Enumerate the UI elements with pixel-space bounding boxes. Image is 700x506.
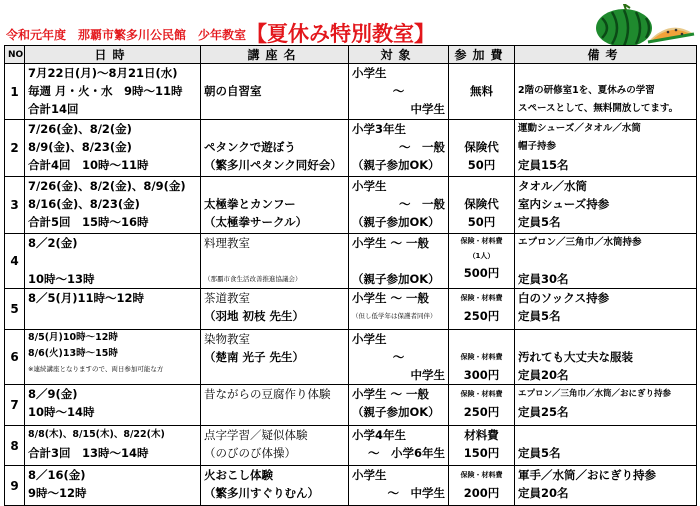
target-line: ～ 一般 — [399, 197, 445, 211]
target-cell — [349, 385, 449, 426]
date-cell — [25, 330, 201, 385]
date-line: 9時～12時 — [28, 486, 87, 500]
fee-cell — [449, 64, 515, 120]
row-no: 8 — [5, 426, 25, 466]
date-line: 7/26(金)、8/2(金)、8/9(金) — [28, 179, 186, 193]
target-line: 小学生 ～ 一般 — [352, 291, 430, 305]
course-line — [204, 120, 345, 138]
table-row — [5, 120, 697, 177]
fee-line: 保険・材料費 — [460, 294, 503, 302]
fee-cell — [449, 466, 515, 506]
target-line: （親子参加OK） — [352, 158, 440, 172]
course-line: 火おこし体験 — [204, 468, 273, 482]
fee-cell — [449, 120, 515, 177]
target-cell — [349, 330, 449, 385]
col-header-fee: 参加費 — [449, 46, 515, 64]
notes-cell — [515, 330, 697, 385]
fee-cell — [449, 385, 515, 426]
fee-line: 材料費 — [464, 428, 499, 442]
row-no: 1 — [5, 64, 25, 120]
date-line: 8/8(木)、8/15(木)、8/22(木) — [28, 429, 165, 440]
target-line: 中学生 — [410, 368, 445, 382]
course-cell — [201, 385, 349, 426]
target-cell — [349, 426, 449, 466]
fee-line: 保険代 — [464, 197, 499, 211]
date-line: 合計14回 — [28, 102, 79, 116]
date-cell — [25, 466, 201, 506]
notes-cell — [515, 426, 697, 466]
target-line: ～ — [392, 350, 405, 364]
row-no: 6 — [5, 330, 25, 385]
date-line: 8／16(金) — [28, 468, 86, 482]
target-cell — [349, 234, 449, 289]
fee-line: 保険・材料費 — [460, 237, 503, 245]
fee-line: 保険・材料費 — [460, 471, 503, 479]
notes-line: エプロン／三角巾／水筒持参 — [518, 237, 642, 248]
notes-line: 汚れても大丈夫な服装 — [518, 350, 633, 364]
notes-line: 2階の研修室1を、夏休みの学習 — [518, 85, 655, 96]
date-line: 8/5(月)10時～12時 — [28, 332, 118, 343]
table-row — [5, 330, 697, 385]
target-cell — [349, 177, 449, 234]
notes-line: 軍手／水筒／おにぎり持参 — [518, 468, 656, 482]
notes-line — [518, 64, 693, 82]
target-line: （親子参加OK） — [352, 405, 440, 419]
notes-cell — [515, 234, 697, 289]
fee-line: 無料 — [470, 84, 493, 98]
row-no: 2 — [5, 120, 25, 177]
notes-cell — [515, 385, 697, 426]
title-main-text: 【夏休み特別教室】 — [246, 22, 436, 46]
date-line: 10時～14時 — [28, 405, 95, 419]
target-line: （但し低学年は保護者同伴） — [352, 312, 437, 320]
course-line: 料理教室 — [204, 236, 250, 250]
table-row — [5, 177, 697, 234]
course-line: 茶道教室 — [204, 291, 250, 305]
course-line: （繁多川ペタンク同好会） — [204, 158, 342, 172]
target-line: 小学生 ～ 一般 — [352, 236, 430, 250]
target-cell — [349, 64, 449, 120]
date-line: 7月22日(月)～8月21日(水) — [28, 66, 178, 80]
notes-line: 定員5名 — [518, 309, 561, 323]
target-line: 小学生 — [352, 468, 387, 482]
notes-line — [518, 426, 693, 444]
notes-line: 帽子持参 — [518, 141, 557, 152]
target-line: ～ 小学6年生 — [367, 446, 445, 460]
notes-cell — [515, 177, 697, 234]
title-prefix: 令和元年度 那覇市繁多川公民館 少年教室 — [6, 28, 247, 42]
fee-line: 保険・材料費 — [460, 390, 503, 398]
target-line: （親子参加OK） — [352, 215, 440, 229]
table-row — [5, 64, 697, 120]
course-line: 染物教室 — [204, 332, 250, 346]
notes-line: 白のソックス持参 — [518, 291, 610, 305]
fee-cell — [449, 289, 515, 330]
notes-line: 定員25名 — [518, 405, 569, 419]
fee-line — [452, 177, 511, 195]
course-line — [204, 64, 345, 82]
notes-cell — [515, 466, 697, 506]
course-line: 昔ながらの豆腐作り体験 — [204, 387, 331, 401]
target-line: 中学生 — [410, 102, 445, 116]
col-header-course: 講座名 — [201, 46, 349, 64]
fee-cell — [449, 330, 515, 385]
course-line — [204, 177, 345, 195]
notes-cell — [515, 120, 697, 177]
notes-line — [518, 252, 693, 270]
col-header-target: 対象 — [349, 46, 449, 64]
fee-line: 150円 — [463, 446, 500, 460]
course-cell — [201, 120, 349, 177]
fee-line — [452, 330, 511, 348]
fee-line: 200円 — [463, 486, 500, 500]
course-cell — [201, 177, 349, 234]
date-line: 合計4回 10時～11時 — [28, 158, 149, 172]
table-row — [5, 426, 697, 466]
date-cell — [25, 234, 201, 289]
date-line: 8/9(金)、8/23(金) — [28, 140, 132, 154]
date-line: 10時～13時 — [28, 272, 95, 286]
fee-line: 500円 — [463, 266, 500, 280]
target-cell — [349, 466, 449, 506]
target-line: 小学3年生 — [352, 122, 407, 136]
col-header-notes: 備考 — [515, 46, 697, 64]
course-cell — [201, 330, 349, 385]
table-row — [5, 385, 697, 426]
course-cell — [201, 289, 349, 330]
date-cell — [25, 120, 201, 177]
notes-line: 定員20名 — [518, 486, 569, 500]
notes-line: スペースとして、無料開放してます。 — [518, 103, 679, 114]
page-title — [6, 16, 435, 46]
course-line: （羽地 初枝 先生） — [204, 309, 305, 323]
fee-cell — [449, 426, 515, 466]
notes-line: 定員20名 — [518, 368, 569, 382]
fee-line: 250円 — [463, 309, 500, 323]
row-no: 5 — [5, 289, 25, 330]
table-header-row — [5, 46, 697, 64]
target-line — [352, 252, 445, 270]
notes-line — [518, 330, 693, 348]
row-no: 3 — [5, 177, 25, 234]
fee-line: 50円 — [467, 158, 496, 172]
table-row — [5, 466, 697, 506]
date-line: 8／9(金) — [28, 387, 78, 401]
table-row — [5, 234, 697, 289]
fee-line: 250円 — [463, 405, 500, 419]
fee-line — [452, 120, 511, 138]
target-line: 小学生 ～ 一般 — [352, 387, 430, 401]
date-line: 7/26(金)、8/2(金) — [28, 122, 132, 136]
notes-line: 定員5名 — [518, 446, 561, 460]
col-header-date: 日時 — [25, 46, 201, 64]
notes-line: 室内シューズ持参 — [518, 197, 610, 211]
date-cell — [25, 64, 201, 120]
target-line: （親子参加OK） — [352, 272, 440, 286]
fee-line: 300円 — [463, 368, 500, 382]
date-cell — [25, 177, 201, 234]
date-line: 合計3回 13時～14時 — [28, 446, 149, 460]
fee-line: 保険・材料費 — [460, 353, 503, 361]
course-line: ペタンクで遊ぼう — [204, 140, 296, 154]
target-line: 小学生 — [352, 66, 387, 80]
target-line: ～ 一般 — [399, 140, 445, 154]
notes-line: 運動シューズ／タオル／水筒 — [518, 123, 641, 134]
col-header-no: NO — [5, 46, 25, 64]
notes-cell — [515, 64, 697, 120]
course-cell — [201, 466, 349, 506]
fee-cell — [449, 177, 515, 234]
title-bar — [0, 0, 700, 44]
course-line: （のびのび体操） — [204, 446, 296, 460]
course-line: （繁多川すぐりむん） — [204, 486, 319, 500]
course-line: （太極拳サークル） — [204, 215, 308, 229]
date-line: ※連続講座となりますので、両日参加可能な方 — [28, 365, 164, 373]
target-line: ～ 中学生 — [387, 486, 445, 500]
date-cell — [25, 385, 201, 426]
date-line — [28, 252, 197, 270]
fee-line: （1人） — [468, 252, 495, 260]
course-cell — [201, 64, 349, 120]
course-line: 点字学習／疑似体験 — [204, 428, 308, 442]
notes-line: 定員30名 — [518, 272, 569, 286]
notes-line: 定員15名 — [518, 158, 569, 172]
date-cell — [25, 426, 201, 466]
fee-line: 50円 — [467, 215, 496, 229]
notes-cell — [515, 289, 697, 330]
target-line: 小学生 — [352, 179, 387, 193]
date-line: 8/6(火)13時～15時 — [28, 348, 118, 359]
target-line: 小学生 — [352, 332, 387, 346]
schedule-table — [4, 45, 697, 506]
date-line: 合計5回 15時～16時 — [28, 215, 149, 229]
notes-line: エプロン／三角巾／水筒／おにぎり持参 — [518, 389, 672, 399]
date-line: 8／5(月)11時～12時 — [28, 291, 145, 305]
fee-cell — [449, 234, 515, 289]
target-line: 小学4年生 — [352, 428, 407, 442]
table-row — [5, 289, 697, 330]
course-line: （那覇市食生活改善推進協議会） — [204, 275, 302, 283]
course-cell — [201, 426, 349, 466]
target-cell — [349, 120, 449, 177]
course-line: 太極拳とカンフー — [204, 197, 296, 211]
course-line: （楚南 光子 先生） — [204, 350, 305, 364]
fee-line — [452, 64, 511, 82]
course-line — [204, 252, 345, 270]
row-no: 7 — [5, 385, 25, 426]
watermelon-icon — [588, 4, 696, 50]
course-line: 朝の自習室 — [204, 84, 262, 98]
fee-line: 保険代 — [464, 140, 499, 154]
date-line: 8/16(金)、8/23(金) — [28, 197, 140, 211]
notes-line: タオル／水筒 — [518, 179, 587, 193]
date-line: 毎週 月・火・水 9時～11時 — [28, 84, 183, 98]
date-line: 8／2(金) — [28, 236, 78, 250]
row-no: 4 — [5, 234, 25, 289]
target-line: ～ — [392, 84, 405, 98]
course-cell — [201, 234, 349, 289]
row-no: 9 — [5, 466, 25, 506]
notes-line: 定員5名 — [518, 215, 561, 229]
date-cell — [25, 289, 201, 330]
target-cell — [349, 289, 449, 330]
